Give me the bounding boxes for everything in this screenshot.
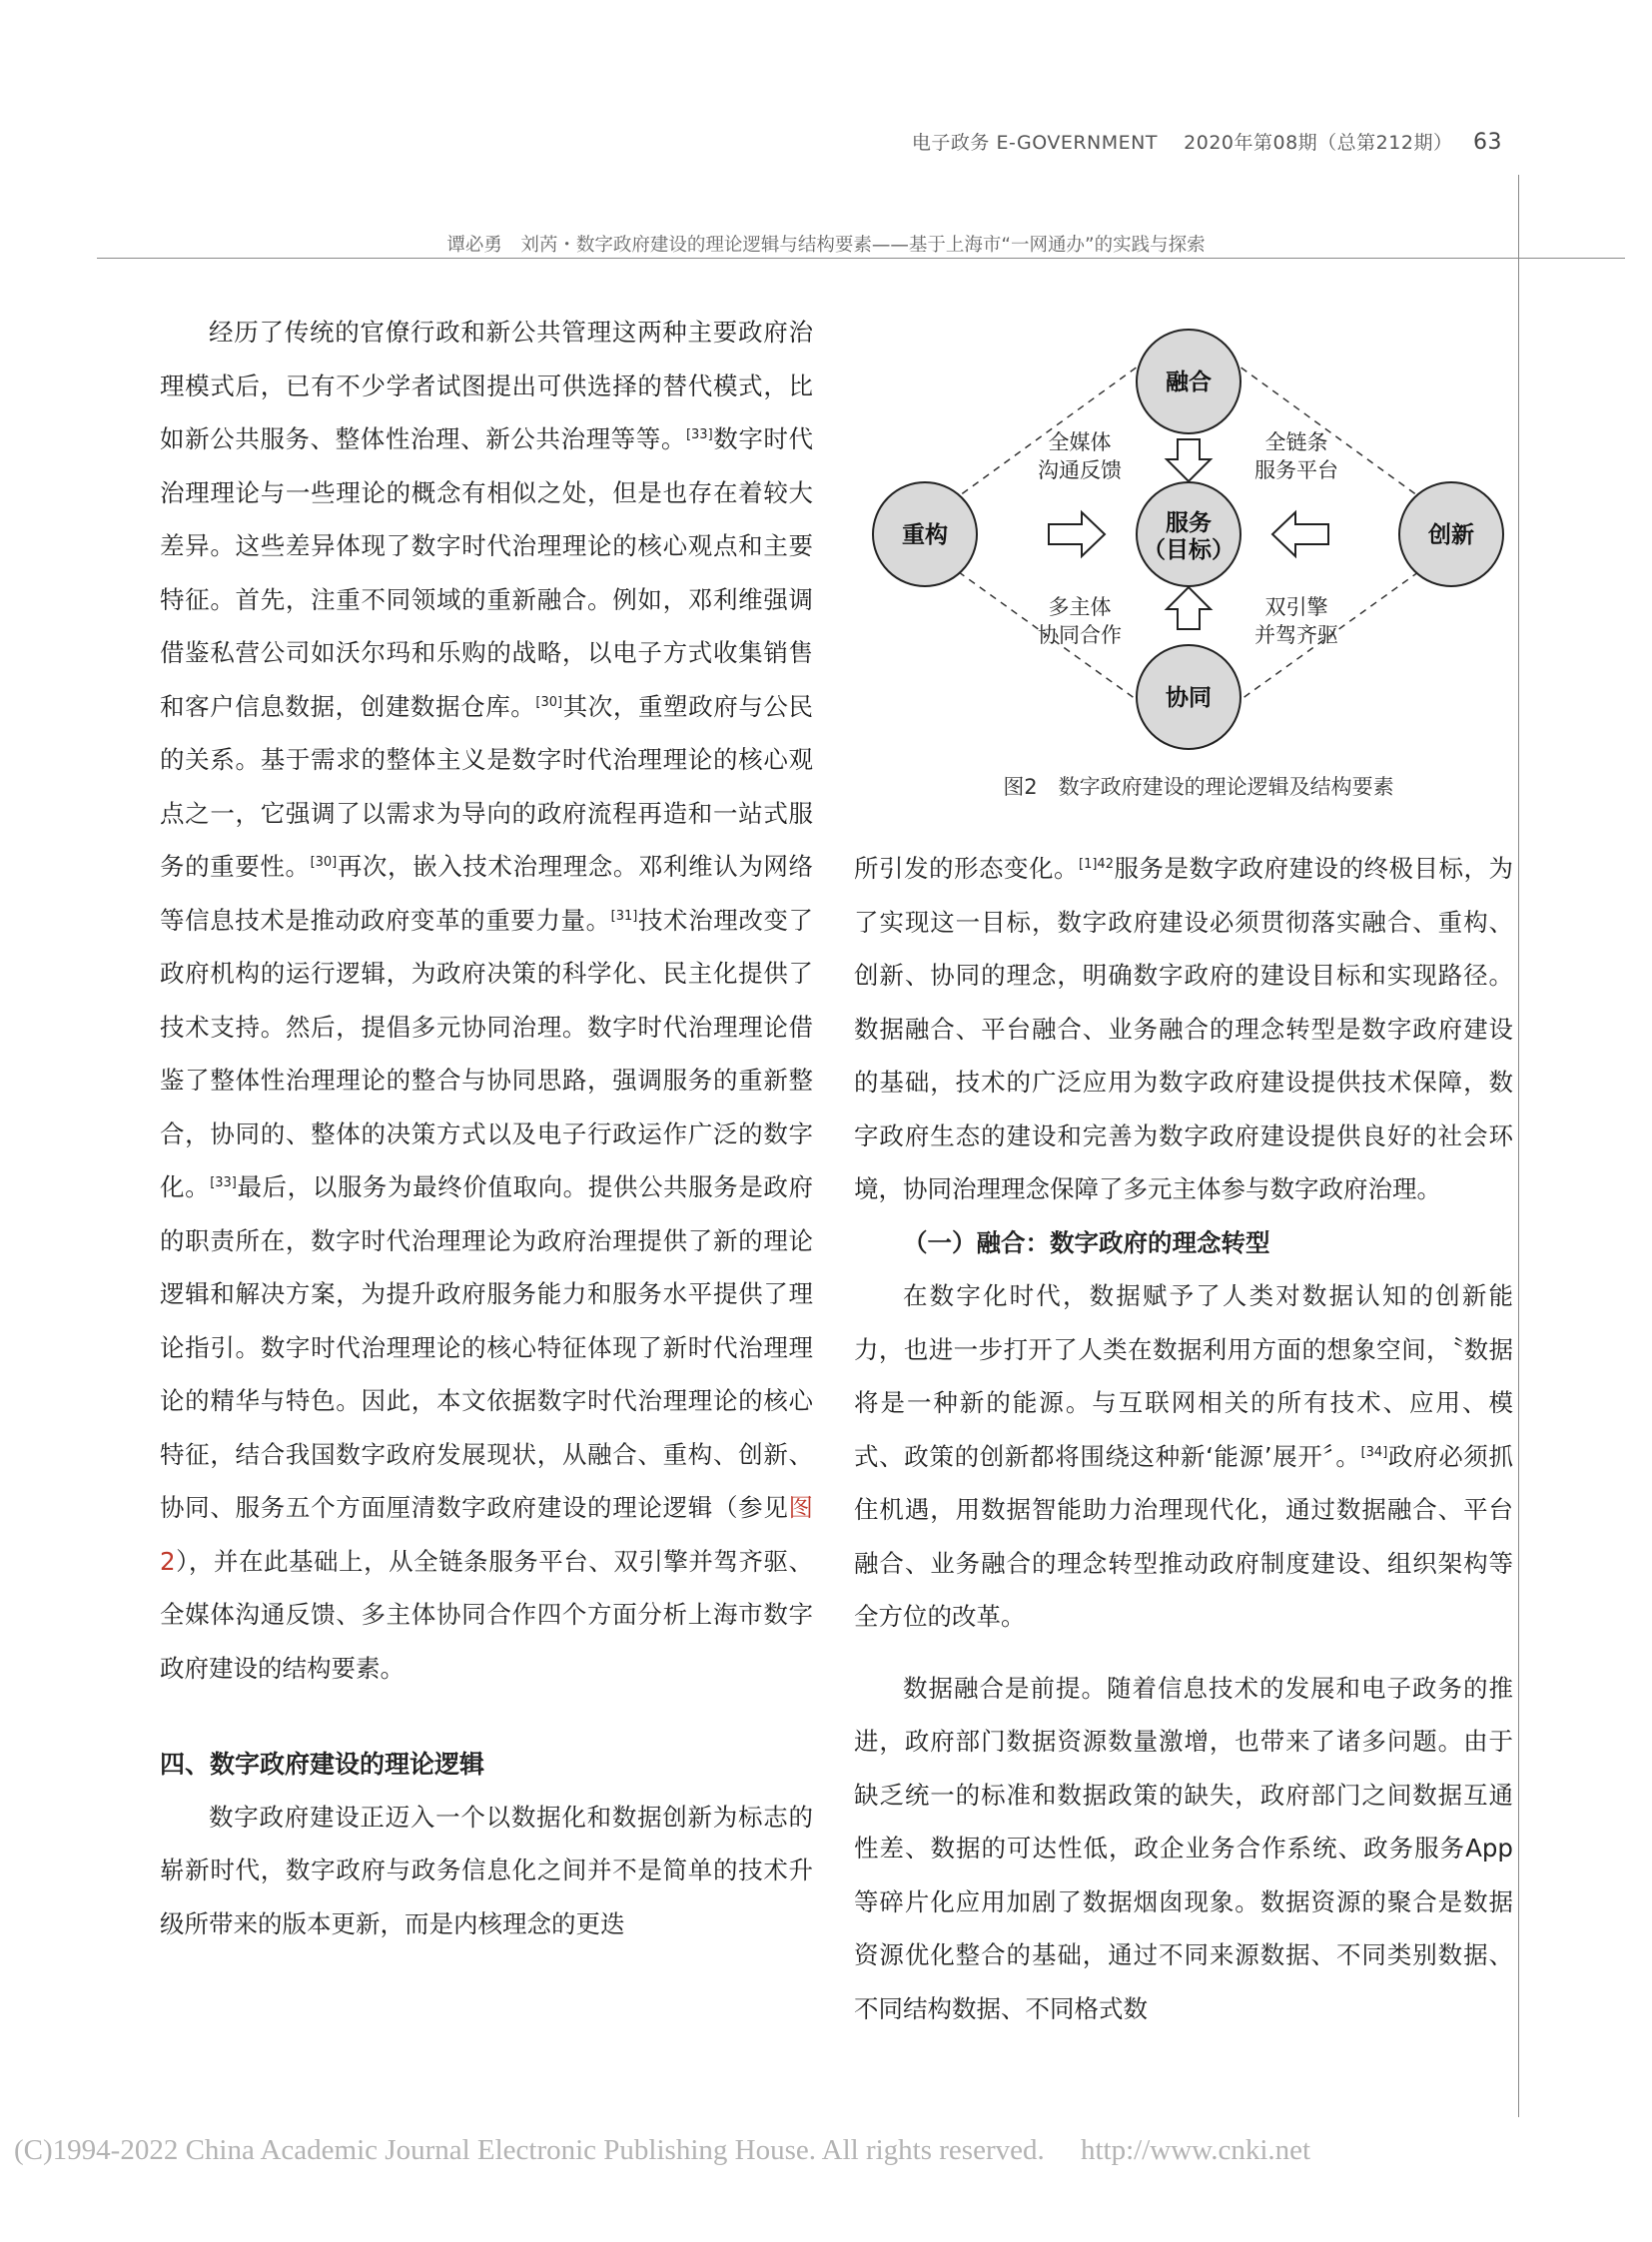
node-label: 协同 (1166, 685, 1212, 711)
left-column (160, 306, 813, 1950)
paragraph: 数据融合是前提。随着信息技术的发展和电子政务的推进，政府部门数据资源数量激增，也带来了诸多问题。由于缺乏统一的标准和数据政策的缺失，政府部门之间数据互通性差、数据的可达性低，政企业务合作系统、政务服务App等碎片化应用加剧了数据烟囱现象。数据资源的聚合是数据资源优化整合的基础，通过不同来源数据、不同类别数据、不同结构数据、不同格式数 (854, 1673, 1513, 2023)
figure-2-diagram (867, 320, 1516, 759)
citation[interactable]: [1]42 (1079, 857, 1114, 872)
node-label: 重构 (902, 522, 948, 548)
page-number: 63 (1473, 130, 1502, 155)
citation[interactable]: [34] (1360, 1444, 1388, 1460)
figure-caption: 图2 数字政府建设的理论逻辑及结构要素 (1003, 775, 1394, 799)
node-right (1399, 482, 1503, 586)
arrow-right (1049, 512, 1105, 556)
paragraph: 数字政府建设正迈入一个以数据化和数据创新为标志的崭新时代，数字政府与政务信息化之间并不是简单的技术升级所带来的版本更新，而是内核理念的更迭 (160, 1802, 813, 1938)
paragraph: 在数字化时代，数据赋予了人类对数据认知的创新能力，也进一步打开了人类在数据利用方面的想象空间，〝数据将是一种新的能源。与互联网相关的所有技术、应用、模式、政策的创新都将围绕这种新‘能源’展开〞。[34]政府必须抓住机遇，用数据智能助力治理现代化，通过数据融合、平台融合、业务融合的理念转型推动政府制度建设、组织架构等全方位的改革。 (854, 1281, 1514, 1631)
subsection-heading: （一）融合：数字政府的理念转型 (903, 1227, 1270, 1257)
citation[interactable]: [30] (535, 694, 563, 710)
header-divider (97, 258, 1625, 259)
right-column (854, 842, 1513, 2035)
arrow-left (1272, 512, 1328, 556)
node-label: 创新 (1428, 522, 1474, 548)
edge-label: 全媒体 (1048, 430, 1112, 454)
paragraph: 经历了传统的官僚行政和新公共管理这两种主要政府治理模式后，已有不少学者试图提出可供选择的替代模式，比如新公共服务、整体性治理、新公共治理等等。[33]数字时代治理理论与一些理论的概念有相似之处，但是也存在着较大差异。这些差异体现了数字时代治理理论的核心观点和主要特征。首先，注重不同领域的重新融合。例如，邓利维强调借鉴私营公司如沃尔玛和乐购的战略，以电子方式收集销售和客户信息数据，创建数据仓库。[30]其次，重塑政府与公民的关系。基于需求的整体主义是数字时代治理理论的核心观点之一，它强调了以需求为导向的政府流程再造和一站式服务的重要性。[30]再次，嵌入技术治理理念。邓利维认为网络等信息技术是推动政府变革的重要力量。[31]技术治理改变了政府机构的运行逻辑，为政府决策的科学化、民主化提供了技术支持。然后，提倡多元协同治理。数字时代治理理论借鉴了整体性治理理论的整合与协同思路，强调服务的重新整合，协同的、整体的决策方式以及电子行政运作广泛的数字化。[33]最后，以服务为最终价值取向。提供公共服务是政府的职责所在，数字时代治理理论为政府治理提供了新的理论逻辑和解决方案，为提升政府服务能力和服务水平提供了理论指引。数字时代治理理论的核心特征体现了新时代治理理论的精华与特色。因此，本文依据数字时代治理理论的核心特征，结合我国数字政府发展现状，从融合、重构、创新、协同、服务五个方面厘清数字政府建设的理论逻辑（参见图2），并在此基础上，从全链条服务平台、双引擎并驾齐驱、全媒体沟通反馈、多主体协同合作四个方面分析上海市数字政府建设的结构要素。 (160, 318, 814, 1683)
node-bottom (1137, 645, 1240, 749)
node-center (1137, 482, 1240, 586)
arrow-up (1167, 587, 1211, 629)
paragraph: 所引发的形态变化。$^{[1]42}$服务是数字政府建设的终极目标，为了实现这一目标，数字政府建设必须贯彻落实融合、重构、创新、协同的理念，明确数字政府的建设目标和实现路径。数据融合、平台融合、业务融合的理念转型是数字政府建设的基础，技术的广泛应用为数字政府建设提供技术保障，数字政府生态的建设和完善为数字政府建设提供良好的社会环境，协同治理理念保障了多元主体参与数字政府治理。 (854, 854, 1514, 1203)
section-heading: 四、数字政府建设的理论逻辑 (160, 1750, 485, 1779)
issue-info: 2020年第08期（总第212期） (1184, 132, 1453, 154)
node-top (1137, 330, 1240, 433)
paragraph-gap (854, 1644, 1513, 1662)
node-label: （目标） (1143, 537, 1235, 563)
edge-label: 协同合作 (1038, 623, 1122, 647)
node-label: 服务 (1166, 510, 1212, 536)
citation[interactable]: [33] (685, 427, 713, 442)
journal-name: 电子政务 E-GOVERNMENT (911, 132, 1158, 154)
article-running-title: 谭必勇 刘芮・数字政府建设的理论逻辑与结构要素——基于上海市“一网通办”的实践与探索 (446, 235, 1206, 256)
node-label: 融合 (1166, 370, 1212, 395)
figure-link[interactable]: 图2 (160, 1493, 813, 1576)
citation[interactable]: [30] (310, 855, 338, 870)
margin-rule (1518, 175, 1519, 2117)
running-header (912, 128, 1502, 155)
edge-label: 全链条 (1264, 430, 1328, 454)
node-left (873, 482, 977, 586)
edge-label: 沟通反馈 (1038, 458, 1122, 482)
edge-label: 双引擎 (1264, 595, 1328, 619)
citation[interactable]: [31] (610, 908, 638, 924)
citation[interactable]: [33] (210, 1175, 237, 1190)
edge-label: 服务平台 (1254, 458, 1338, 482)
arrow-down (1167, 439, 1211, 481)
edge-label: 多主体 (1048, 595, 1112, 619)
copyright-footer: (C)1994-2022 China Academic Journal Electronic Publishing House. All rights reserved. http://www.cnki.net (14, 2134, 1311, 2166)
edge-label: 并驾齐驱 (1254, 623, 1338, 647)
